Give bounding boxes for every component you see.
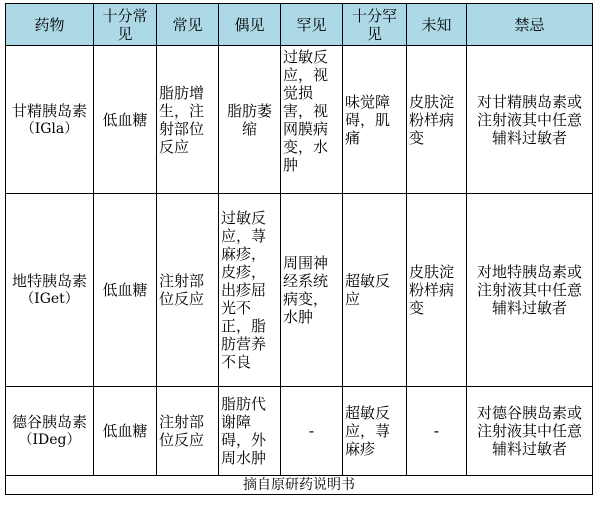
drug-name: 甘精胰岛素 — [11, 101, 87, 120]
drug-cell — [6, 387, 94, 476]
common-cell: 脂肪增生，注射部位反应 — [157, 46, 219, 194]
drug-abbr: （IGet） — [20, 291, 79, 307]
contraindication-cell: 对甘精胰岛素或注射液其中任意辅料过敏者 — [467, 46, 593, 194]
very-rare-cell: 超敏反应 — [343, 194, 407, 387]
very-rare-cell: 超敏反应，荨麻疹 — [343, 387, 407, 476]
drug-abbr: （IGla） — [20, 120, 79, 137]
uncommon-cell: 脂肪萎缩 — [219, 46, 281, 194]
very-common-cell: 低血糖 — [94, 387, 157, 476]
rare-cell: 周围神经系统病变，水肿 — [281, 194, 343, 387]
table-row — [6, 387, 593, 476]
header-uncommon: 偶见 — [219, 4, 281, 46]
header-contraindication: 禁忌 — [467, 4, 593, 46]
rare-cell: 过敏反应，视觉损害，视网膜病变，水肿 — [281, 46, 343, 194]
unknown-cell: 皮肤淀粉样病变 — [407, 194, 467, 387]
very-rare-cell: 味觉障碍，肌痛 — [343, 46, 407, 194]
unknown-cell: - — [407, 387, 467, 476]
very-common-cell: 低血糖 — [94, 46, 157, 194]
uncommon-cell: 过敏反应，荨麻疹，皮疹，出疹屈光不正，脂肪营养不良 — [219, 194, 281, 387]
drug-name: 德谷胰岛素 — [11, 413, 87, 431]
table-row — [6, 194, 593, 387]
header-very-common: 十分常见 — [94, 4, 157, 46]
adverse-reactions-table — [5, 3, 593, 495]
drug-abbr: （IDeg） — [18, 432, 81, 448]
common-cell: 注射部位反应 — [157, 194, 219, 387]
source-note: 摘自原研药说明书 — [6, 476, 593, 495]
uncommon-cell: 脂肪代谢障碍，外周水肿 — [219, 387, 281, 476]
header-drug: 药物 — [6, 4, 94, 46]
drug-cell — [6, 46, 94, 194]
very-common-cell: 低血糖 — [94, 194, 157, 387]
table-row — [6, 46, 593, 194]
unknown-cell: 皮肤淀粉样病变 — [407, 46, 467, 194]
contraindication-cell: 对德谷胰岛素或注射液其中任意辅料过敏者 — [467, 387, 593, 476]
drug-name: 地特胰岛素 — [11, 272, 87, 290]
contraindication-cell: 对地特胰岛素或注射液其中任意辅料过敏者 — [467, 194, 593, 387]
header-rare: 罕见 — [281, 4, 343, 46]
header-unknown: 未知 — [407, 4, 467, 46]
header-very-rare: 十分罕见 — [343, 4, 407, 46]
header-common: 常见 — [157, 4, 219, 46]
table-header-row — [6, 4, 593, 46]
table-footer-row — [6, 476, 593, 495]
drug-cell — [6, 194, 94, 387]
rare-cell: - — [281, 387, 343, 476]
common-cell: 注射部位反应 — [157, 387, 219, 476]
